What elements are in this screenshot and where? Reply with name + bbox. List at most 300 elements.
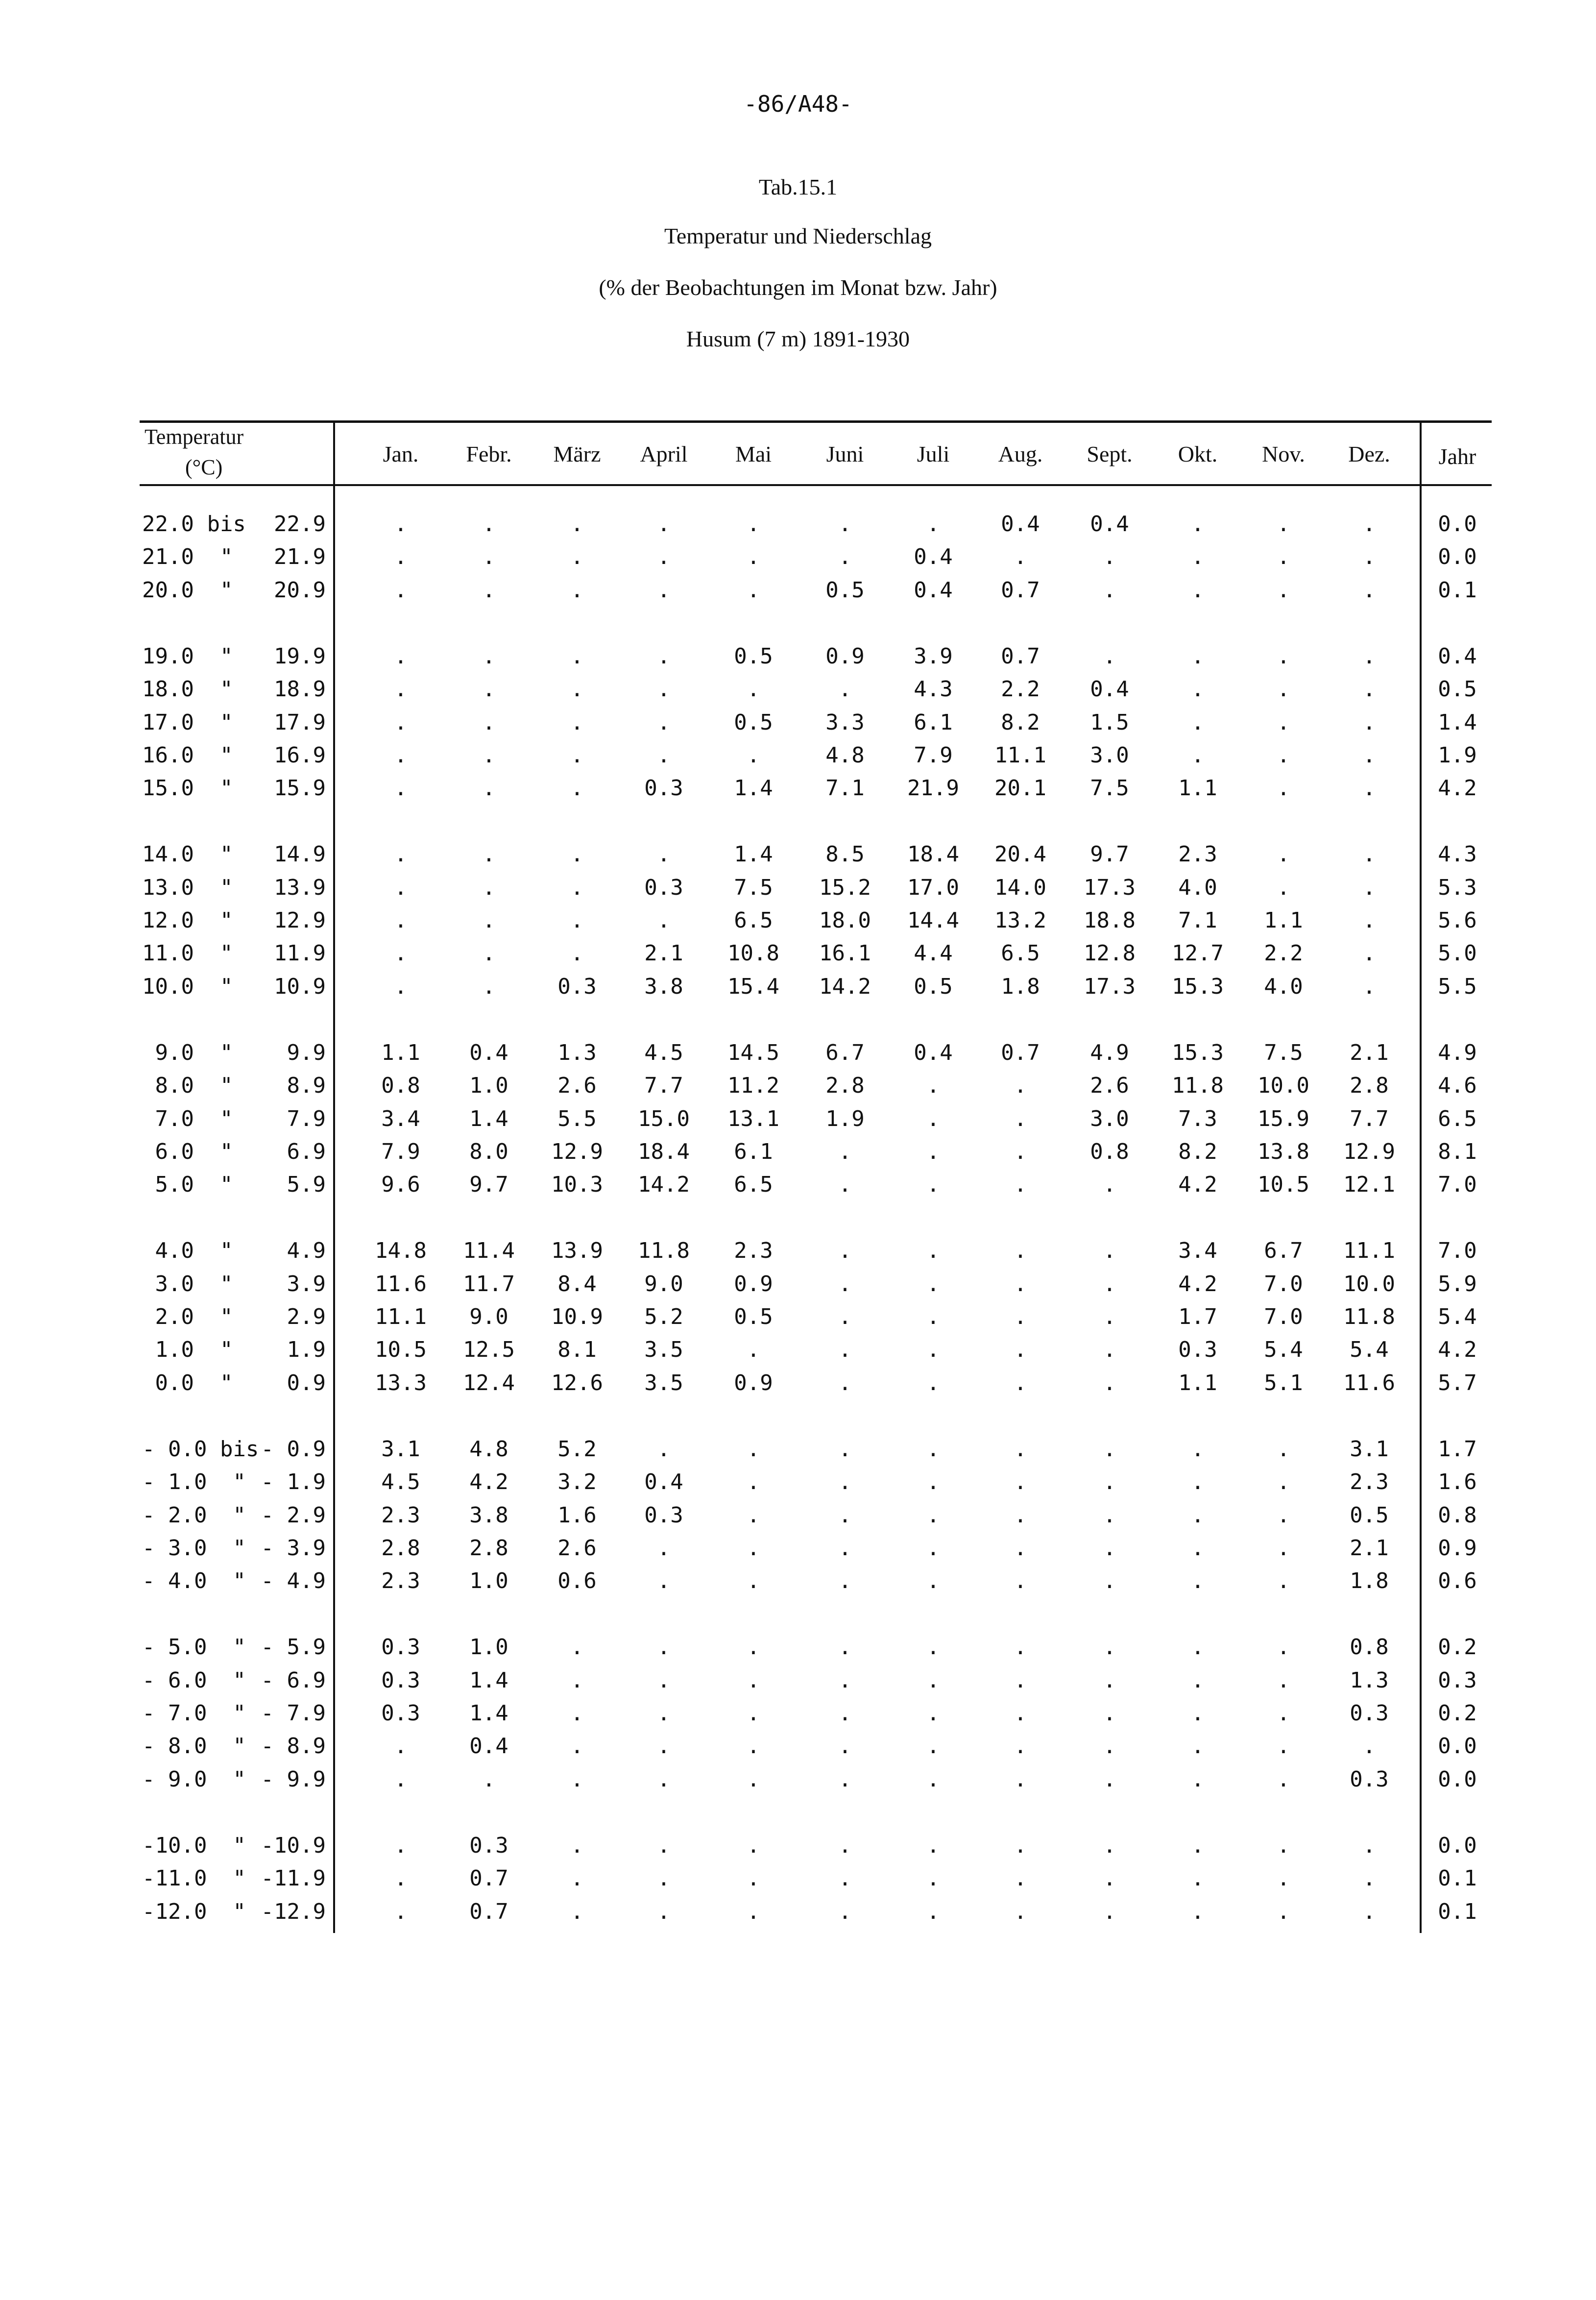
table-cell: . (838, 1701, 852, 1726)
table-cell: 4.2 (1178, 1271, 1217, 1297)
table-cell: 0.8 (1090, 1139, 1129, 1164)
table-cell: . (1103, 1766, 1116, 1792)
row-range-to: 9.9 (287, 1040, 326, 1065)
table-cell: . (1362, 643, 1376, 669)
table-cell: . (1362, 1833, 1376, 1858)
page-number: -86/A48- (744, 91, 852, 117)
table-cell: . (838, 1370, 852, 1395)
table-cell: 0.6 (557, 1568, 597, 1594)
row-range-to: 15.9 (274, 776, 326, 801)
year-cell: 0.9 (1438, 1535, 1477, 1561)
table-cell: 5.2 (644, 1304, 683, 1329)
table-cell: . (1014, 1766, 1027, 1792)
row-range-to: 18.9 (274, 677, 326, 702)
year-cell: 1.9 (1438, 742, 1477, 768)
table-cell: 2.1 (644, 941, 683, 966)
table-cell: . (1277, 544, 1290, 570)
table-cell: 6.5 (734, 908, 773, 933)
table-cell: 3.1 (1350, 1436, 1389, 1462)
table-cell: . (1103, 577, 1116, 603)
table-cell: . (1103, 1866, 1116, 1891)
table-cell: . (1191, 1568, 1205, 1594)
table-cell: 7.7 (644, 1073, 683, 1099)
table-cell: . (747, 577, 760, 603)
table-cell: 9.0 (644, 1271, 683, 1297)
table-cell: 3.2 (557, 1469, 597, 1495)
table-cell: . (1277, 577, 1290, 603)
row-range-to: - 1.9 (261, 1469, 326, 1495)
table-cell: . (926, 1568, 940, 1594)
table-cell: 0.4 (914, 577, 953, 603)
table-cell: . (1014, 1701, 1027, 1726)
year-cell: 8.1 (1438, 1139, 1477, 1164)
table-cell: 7.0 (1264, 1304, 1303, 1329)
table-cell: 18.0 (819, 908, 871, 933)
table-cell: . (657, 512, 671, 537)
year-cell: 0.0 (1438, 1833, 1477, 1858)
table-top-rule (140, 420, 1492, 423)
table-cell: . (838, 1766, 852, 1792)
row-range-from: 5.0 " (142, 1172, 233, 1198)
table-cell: . (1277, 1701, 1290, 1726)
table-cell: . (838, 1469, 852, 1495)
table-cell: 2.1 (1350, 1040, 1389, 1065)
row-range-to: 8.9 (287, 1073, 326, 1099)
table-cell: . (394, 512, 408, 537)
row-range-from: - 4.0 " (142, 1568, 246, 1594)
table-cell: . (1191, 710, 1205, 735)
table-cell: . (1277, 677, 1290, 702)
table-cell: . (1014, 1667, 1027, 1693)
table-cell: . (926, 1701, 940, 1726)
table-cell: . (1191, 544, 1205, 570)
table-cell: 2.3 (1178, 842, 1217, 867)
table-cell: 0.3 (381, 1667, 420, 1693)
table-cell: . (1191, 1866, 1205, 1891)
year-cell: 5.0 (1438, 941, 1477, 966)
table-cell: 9.0 (469, 1304, 508, 1329)
table-cell: 4.3 (914, 677, 953, 702)
table-subtitle: (% der Beobachtungen im Monat bzw. Jahr) (599, 275, 997, 300)
table-cell: 0.5 (825, 577, 865, 603)
table-cell: 6.5 (734, 1172, 773, 1198)
table-cell: 13.3 (375, 1370, 427, 1395)
table-cell: 8.0 (469, 1139, 508, 1164)
row-range-from: 6.0 " (142, 1139, 233, 1164)
table-cell: 12.6 (551, 1370, 603, 1395)
table-cell: 12.7 (1172, 941, 1224, 966)
table-cell: 11.1 (994, 742, 1046, 768)
table-cell: 1.4 (469, 1701, 508, 1726)
table-cell: . (838, 1899, 852, 1924)
table-cell: 10.9 (551, 1304, 603, 1329)
table-cell: . (926, 1502, 940, 1528)
table-cell: 7.9 (381, 1139, 420, 1164)
table-cell: 9.6 (381, 1172, 420, 1198)
table-title: Temperatur und Niederschlag (664, 223, 932, 248)
row-range-to: 0.9 (287, 1370, 326, 1395)
table-cell: . (1014, 1106, 1027, 1131)
table-cell: . (1103, 1502, 1116, 1528)
table-cell: . (1277, 1866, 1290, 1891)
table-cell: 5.2 (557, 1436, 597, 1462)
table-cell: . (1277, 1833, 1290, 1858)
table-cell: . (1103, 1899, 1116, 1924)
table-cell: 2.3 (734, 1238, 773, 1264)
table-cell: . (838, 1271, 852, 1297)
temperature-unit: (°C) (185, 455, 223, 479)
table-cell: 4.5 (381, 1469, 420, 1495)
table-cell: 15.4 (727, 974, 779, 999)
table-cell: 12.8 (1084, 941, 1136, 966)
table-cell: 1.0 (469, 1073, 508, 1099)
table-cell: 2.2 (1001, 677, 1040, 702)
table-cell: 5.4 (1350, 1337, 1389, 1363)
year-cell: 4.6 (1438, 1073, 1477, 1099)
table-cell: 11.2 (727, 1073, 779, 1099)
table-cell: . (1277, 1635, 1290, 1660)
row-range-from: - 9.0 " (142, 1766, 246, 1792)
row-range-to: - 9.9 (261, 1766, 326, 1792)
table-cell: 5.1 (1264, 1370, 1303, 1395)
table-cell: . (747, 1436, 760, 1462)
table-cell: 11.8 (1343, 1304, 1395, 1329)
table-cell: . (838, 1436, 852, 1462)
table-cell: . (1191, 1667, 1205, 1693)
table-cell: 0.7 (1001, 577, 1040, 603)
table-cell: 15.9 (1257, 1106, 1309, 1131)
row-range-from: 4.0 " (142, 1238, 233, 1264)
table-cell: . (926, 1172, 940, 1198)
table-cell: 10.0 (1343, 1271, 1395, 1297)
table-cell: . (657, 577, 671, 603)
table-cell: . (1362, 742, 1376, 768)
table-cell: . (1191, 1469, 1205, 1495)
table-cell: 1.7 (1178, 1304, 1217, 1329)
table-cell: . (747, 544, 760, 570)
table-cell: . (1277, 643, 1290, 669)
table-cell: . (1191, 643, 1205, 669)
table-cell: . (657, 1766, 671, 1792)
table-cell: 11.4 (463, 1238, 515, 1264)
table-cell: 0.3 (644, 1502, 683, 1528)
table-cell: . (1362, 776, 1376, 801)
table-cell: . (1014, 1635, 1027, 1660)
year-cell: 5.5 (1438, 974, 1477, 999)
table-cell: . (1014, 1073, 1027, 1099)
station-line: Husum (7 m) 1891-1930 (686, 326, 910, 351)
table-cell: . (926, 1073, 940, 1099)
table-cell: . (482, 710, 496, 735)
table-cell: . (926, 1106, 940, 1131)
table-cell: 18.4 (907, 842, 959, 867)
table-cell: 0.9 (734, 1271, 773, 1297)
table-cell: 0.7 (1001, 1040, 1040, 1065)
table-cell: 4.5 (644, 1040, 683, 1065)
table-cell: . (747, 1502, 760, 1528)
row-range-to: 14.9 (274, 842, 326, 867)
table-cell: 0.4 (1090, 512, 1129, 537)
table-cell: 0.7 (469, 1899, 508, 1924)
table-cell: . (747, 1667, 760, 1693)
table-cell: 3.5 (644, 1370, 683, 1395)
table-cell: 8.2 (1178, 1139, 1217, 1164)
table-cell: 0.3 (557, 974, 597, 999)
table-cell: . (570, 1866, 584, 1891)
table-cell: . (570, 677, 584, 702)
table-cell: . (570, 1635, 584, 1660)
table-cell: 14.8 (375, 1238, 427, 1264)
table-cell: . (838, 677, 852, 702)
row-range-to: 2.9 (287, 1304, 326, 1329)
table-cell: 20.1 (994, 776, 1046, 801)
table-cell: . (926, 1635, 940, 1660)
table-cell: . (394, 1899, 408, 1924)
table-cell: 15.3 (1172, 974, 1224, 999)
table-cell: 3.0 (1090, 1106, 1129, 1131)
table-cell: . (747, 742, 760, 768)
table-cell: . (747, 1568, 760, 1594)
year-cell: 0.0 (1438, 1766, 1477, 1792)
table-cell: . (657, 1833, 671, 1858)
table-cell: 1.1 (1178, 776, 1217, 801)
table-cell: 15.2 (819, 875, 871, 900)
table-cell: . (1103, 1304, 1116, 1329)
row-range-to: 17.9 (274, 710, 326, 735)
table-cell: . (747, 512, 760, 537)
table-cell: 1.1 (1264, 908, 1303, 933)
table-cell: . (394, 908, 408, 933)
table-cell: . (482, 941, 496, 966)
table-cell: . (1014, 1833, 1027, 1858)
table-cell: . (570, 1734, 584, 1759)
table-cell: . (657, 544, 671, 570)
table-cell: 1.4 (734, 776, 773, 801)
table-cell: . (926, 1766, 940, 1792)
row-range-from: 13.0 " (142, 875, 233, 900)
table-cell: 2.3 (381, 1568, 420, 1594)
year-cell: 7.0 (1438, 1238, 1477, 1264)
row-range-from: 16.0 " (142, 742, 233, 768)
row-range-to: 4.9 (287, 1238, 326, 1264)
row-range-from: 7.0 " (142, 1106, 233, 1131)
year-cell: 0.1 (1438, 577, 1477, 603)
label-column-divider (333, 420, 335, 1933)
year-cell: 0.8 (1438, 1502, 1477, 1528)
table-cell: . (838, 1866, 852, 1891)
table-cell: 13.1 (727, 1106, 779, 1131)
table-cell: . (1362, 908, 1376, 933)
table-cell: 12.9 (1343, 1139, 1395, 1164)
table-cell: 1.1 (1178, 1370, 1217, 1395)
table-cell: . (838, 1304, 852, 1329)
table-cell: . (1103, 544, 1116, 570)
table-cell: . (394, 842, 408, 867)
table-cell: . (838, 512, 852, 537)
table-cell: . (838, 544, 852, 570)
table-cell: 9.7 (469, 1172, 508, 1198)
table-cell: . (1277, 512, 1290, 537)
month-header: Jan. (383, 441, 419, 466)
table-cell: 0.4 (469, 1040, 508, 1065)
table-cell: . (1277, 1667, 1290, 1693)
table-cell: . (482, 776, 496, 801)
row-range-to: -12.9 (261, 1899, 326, 1924)
table-cell: 0.5 (734, 710, 773, 735)
table-cell: 11.1 (1343, 1238, 1395, 1264)
table-cell: . (1103, 1833, 1116, 1858)
table-cell: . (482, 577, 496, 603)
table-cell: . (926, 512, 940, 537)
table-cell: 4.9 (1090, 1040, 1129, 1065)
table-cell: . (1362, 1866, 1376, 1891)
row-range-to: 12.9 (274, 908, 326, 933)
year-cell: 1.7 (1438, 1436, 1477, 1462)
table-cell: . (394, 710, 408, 735)
table-cell: 1.0 (469, 1568, 508, 1594)
table-cell: . (1014, 1172, 1027, 1198)
table-cell: 14.2 (819, 974, 871, 999)
table-cell: . (570, 512, 584, 537)
table-cell: 10.0 (1257, 1073, 1309, 1099)
row-range-to: - 3.9 (261, 1535, 326, 1561)
table-cell: . (657, 1899, 671, 1924)
table-cell: . (1103, 643, 1116, 669)
table-cell: . (747, 1766, 760, 1792)
table-cell: 1.6 (557, 1502, 597, 1528)
table-cell: 11.8 (638, 1238, 690, 1264)
row-range-from: 1.0 " (142, 1337, 233, 1363)
table-cell: . (1277, 776, 1290, 801)
month-header: Febr. (466, 441, 512, 466)
table-cell: . (1191, 1436, 1205, 1462)
table-cell: . (1103, 1469, 1116, 1495)
table-cell: 0.9 (825, 643, 865, 669)
table-cell: . (838, 1238, 852, 1264)
table-cell: 7.5 (1264, 1040, 1303, 1065)
table-cell: 4.2 (1178, 1172, 1217, 1198)
row-range-from: 18.0 " (142, 677, 233, 702)
table-cell: . (570, 1701, 584, 1726)
table-cell: 11.6 (1343, 1370, 1395, 1395)
row-range-from: 12.0 " (142, 908, 233, 933)
table-cell: . (657, 710, 671, 735)
table-cell: 4.0 (1178, 875, 1217, 900)
table-cell: . (1014, 1238, 1027, 1264)
table-cell: . (570, 875, 584, 900)
table-cell: . (747, 677, 760, 702)
table-cell: . (1014, 1139, 1027, 1164)
table-cell: . (838, 1172, 852, 1198)
year-cell: 0.2 (1438, 1701, 1477, 1726)
table-cell: 2.3 (381, 1502, 420, 1528)
year-cell: 5.6 (1438, 908, 1477, 933)
table-cell: 10.8 (727, 941, 779, 966)
row-range-to: 5.9 (287, 1172, 326, 1198)
year-cell: 4.2 (1438, 776, 1477, 801)
table-cell: . (394, 544, 408, 570)
table-cell: 0.3 (1350, 1766, 1389, 1792)
table-cell: . (394, 941, 408, 966)
table-cell: 10.5 (1257, 1172, 1309, 1198)
month-header: März (553, 441, 601, 466)
row-range-from: 10.0 " (142, 974, 233, 999)
row-range-to: 11.9 (274, 941, 326, 966)
table-cell: 5.5 (557, 1106, 597, 1131)
year-cell: 0.4 (1438, 643, 1477, 669)
table-cell: . (1362, 1734, 1376, 1759)
table-cell: . (1103, 1701, 1116, 1726)
row-range-from: - 1.0 " (142, 1469, 246, 1495)
table-cell: 5.4 (1264, 1337, 1303, 1363)
table-cell: 0.5 (734, 1304, 773, 1329)
table-cell: 2.1 (1350, 1535, 1389, 1561)
table-cell: . (1362, 875, 1376, 900)
table-cell: . (657, 1734, 671, 1759)
table-cell: . (394, 643, 408, 669)
table-cell: . (570, 941, 584, 966)
table-cell: . (1191, 1535, 1205, 1561)
temperature-header: Temperatur (145, 425, 244, 449)
table-cell: 11.1 (375, 1304, 427, 1329)
table-cell: . (394, 974, 408, 999)
table-cell: . (570, 908, 584, 933)
table-cell: 11.7 (463, 1271, 515, 1297)
table-cell: . (394, 776, 408, 801)
year-cell: 5.9 (1438, 1271, 1477, 1297)
table-cell: . (1191, 1766, 1205, 1792)
table-cell: . (747, 1635, 760, 1660)
table-cell: . (1362, 512, 1376, 537)
table-number: Tab.15.1 (758, 174, 838, 199)
table-cell: . (747, 1701, 760, 1726)
table-cell: 3.1 (381, 1436, 420, 1462)
table-cell: . (747, 1734, 760, 1759)
year-cell: 5.3 (1438, 875, 1477, 900)
row-range-from: - 0.0 bis (142, 1436, 259, 1462)
table-cell: 1.3 (1350, 1667, 1389, 1693)
table-cell: 1.4 (734, 842, 773, 867)
table-cell: 6.1 (734, 1139, 773, 1164)
table-cell: 0.4 (644, 1469, 683, 1495)
month-header: Sept. (1087, 441, 1133, 466)
table-cell: 1.8 (1350, 1568, 1389, 1594)
table-cell: 10.5 (375, 1337, 427, 1363)
table-cell: 12.1 (1343, 1172, 1395, 1198)
table-cell: . (1014, 1535, 1027, 1561)
table-cell: 6.1 (914, 710, 953, 735)
row-range-to: - 0.9 (261, 1436, 326, 1462)
table-cell: 7.3 (1178, 1106, 1217, 1131)
table-cell: 0.3 (381, 1701, 420, 1726)
table-cell: 11.6 (375, 1271, 427, 1297)
table-cell: . (570, 842, 584, 867)
table-cell: . (1277, 1502, 1290, 1528)
row-range-to: - 2.9 (261, 1502, 326, 1528)
table-cell: 0.3 (644, 875, 683, 900)
row-range-to: 3.9 (287, 1271, 326, 1297)
table-cell: 2.8 (1350, 1073, 1389, 1099)
table-cell: 8.1 (557, 1337, 597, 1363)
table-cell: . (1277, 842, 1290, 867)
table-cell: 0.3 (469, 1833, 508, 1858)
table-cell: 14.0 (994, 875, 1046, 900)
table-cell: . (482, 742, 496, 768)
header-bottom-rule (140, 484, 1492, 486)
table-cell: 0.3 (1350, 1701, 1389, 1726)
table-cell: . (1277, 1899, 1290, 1924)
year-column-divider (1420, 420, 1422, 1933)
